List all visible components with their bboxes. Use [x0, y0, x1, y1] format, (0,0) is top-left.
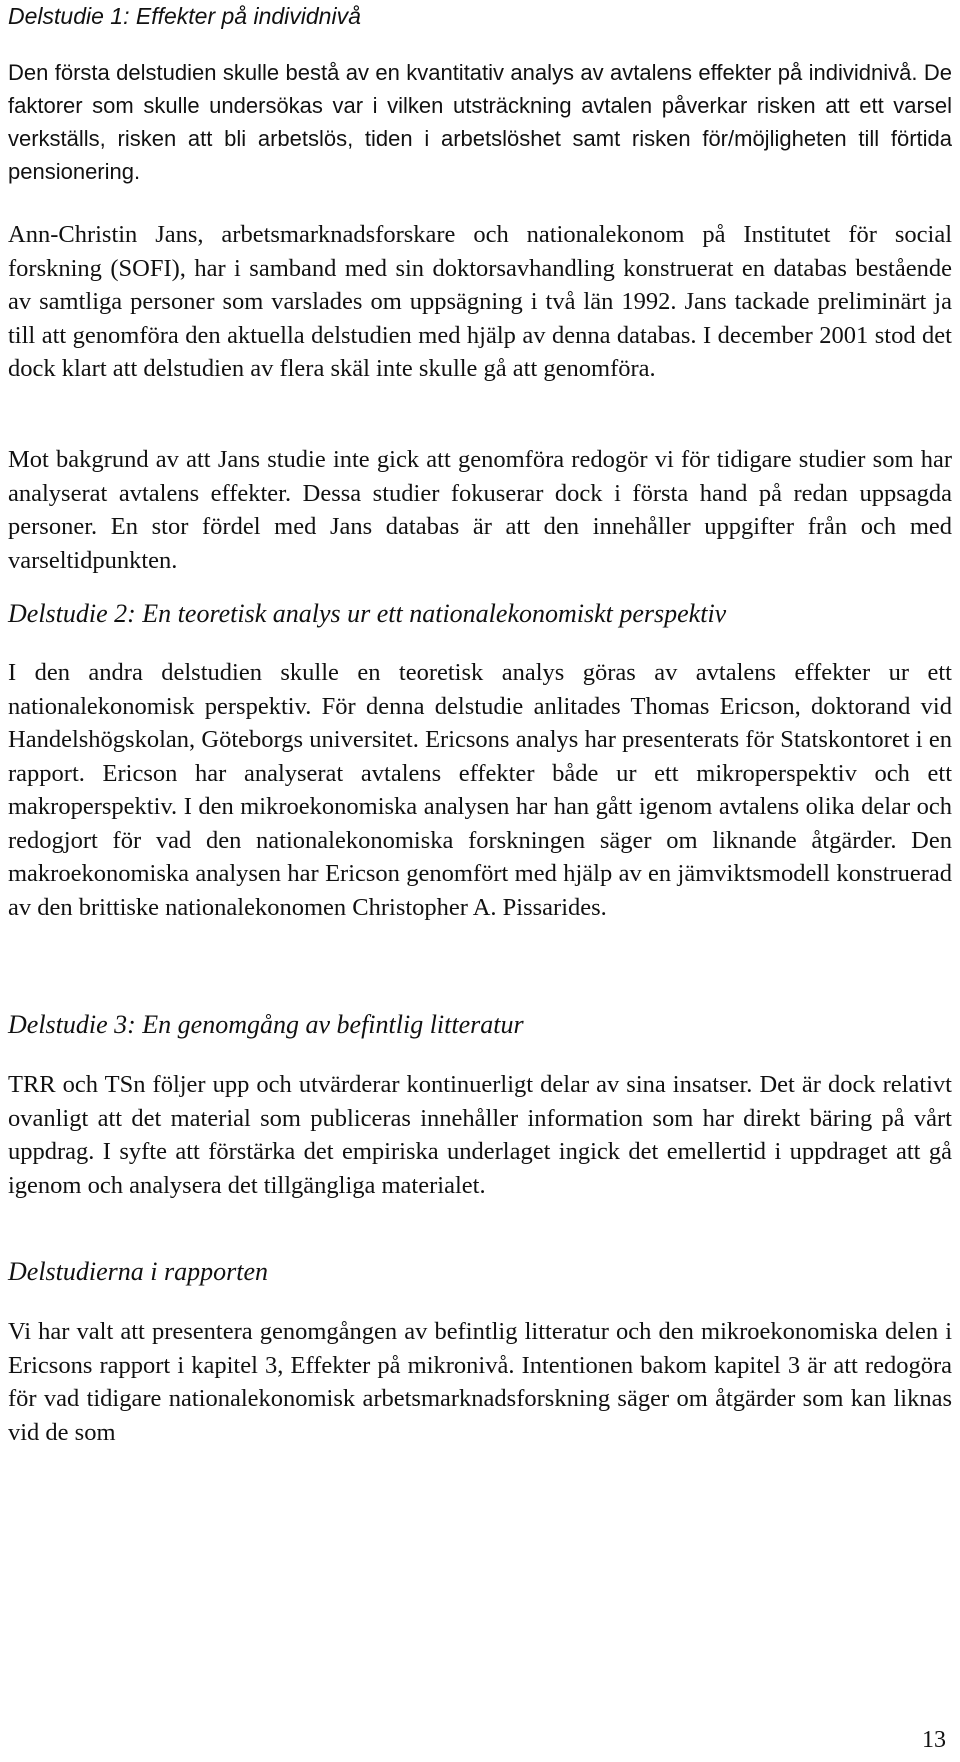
section-heading-4: Delstudierna i rapporten — [8, 1257, 268, 1286]
section-heading-3: Delstudie 3: En genomgång av befintlig litteratur — [8, 1010, 524, 1039]
section-heading-1: Delstudie 1: Effekter på individnivå — [8, 3, 361, 29]
page-number: 13 — [922, 1727, 946, 1753]
paragraph-1-2: Ann-Christin Jans, arbetsmarknadsforskare och nationalekonom på Institutet för social forskning (SOFI), har i samband med sin doktorsavhandling konstruerat en databas bestående av samtliga personer som varslades om uppsägning i två län 1992. Jans tackade preliminärt ja till att genomföra den aktuella delstudien med hjälp av denna databas. I december 2001 stod det dock klart att delstudien av flera skäl inte skulle gå att genomföra. — [8, 221, 952, 382]
paragraph-2-1: I den andra delstudien skulle en teoretisk analys göras av avtalens effekter ur ett nationalekonomisk perspektiv. För denna delstudie anlitades Thomas Ericson, doktorand vid Handelshögskolan, Göteborgs universitet. Ericsons analys har presenterats för Statskontoret i en rapport. Ericson har analyserat avtalens effekter både ur ett mikroperspektiv och ett makroperspektiv. I den mikroekonomiska analysen har han gått igenom avtalens olika delar och redogjort för vad den nationalekonomiska forskningen säger om liknande åtgärder. Den makroekonomiska analysen har Ericson genomfört med hjälp av en jämviktsmodell konstruerad av den brittiske nationalekonomen Christopher A. Pissarides. — [8, 659, 952, 921]
document-page — [8, 0, 952, 1762]
section-heading-2: Delstudie 2: En teoretisk analys ur ett nationalekonomiskt perspektiv — [8, 599, 727, 628]
paragraph-1-1: Den första delstudien skulle bestå av en kvantitativ analys av avtalens effekter på individnivå. De faktorer som skulle undersökas var i vilken utsträckning avtalen påverkar risken att ett varsel verkställs, risken att bli arbetslös, tiden i arbetslöshet samt risken för/möjligheten till förtida pensionering. — [8, 60, 952, 184]
paragraph-1-3: Mot bakgrund av att Jans studie inte gick att genomföra redogör vi för tidigare studier som har analyserat avtalens effekter. Dessa studier fokuserar dock i första hand på redan uppsagda personer. En stor fördel med Jans databas är att den innehåller uppgifter från och med varseltidpunkten. — [8, 446, 952, 574]
paragraph-4-1: Vi har valt att presentera genomgången av befintlig litteratur och den mikroekonomiska delen i Ericsons rapport i kapitel 3, Effekter på mikronivå. Intentionen bakom kapitel 3 är att redogöra för vad tidigare nationalekonomisk arbetsmarknadsforskning säger om åtgärder som kan liknas vid de som — [8, 1318, 952, 1446]
paragraph-3-1: TRR och TSn följer upp och utvärderar kontinuerligt delar av sina insatser. Det är dock relativt ovanligt att det material som publiceras innehåller information som har direkt bäring på vårt uppdrag. I syfte att förstärka det empiriska underlaget ingick det emellertid i uppdraget att gå igenom och analysera det tillgängliga materialet. — [8, 1071, 952, 1199]
